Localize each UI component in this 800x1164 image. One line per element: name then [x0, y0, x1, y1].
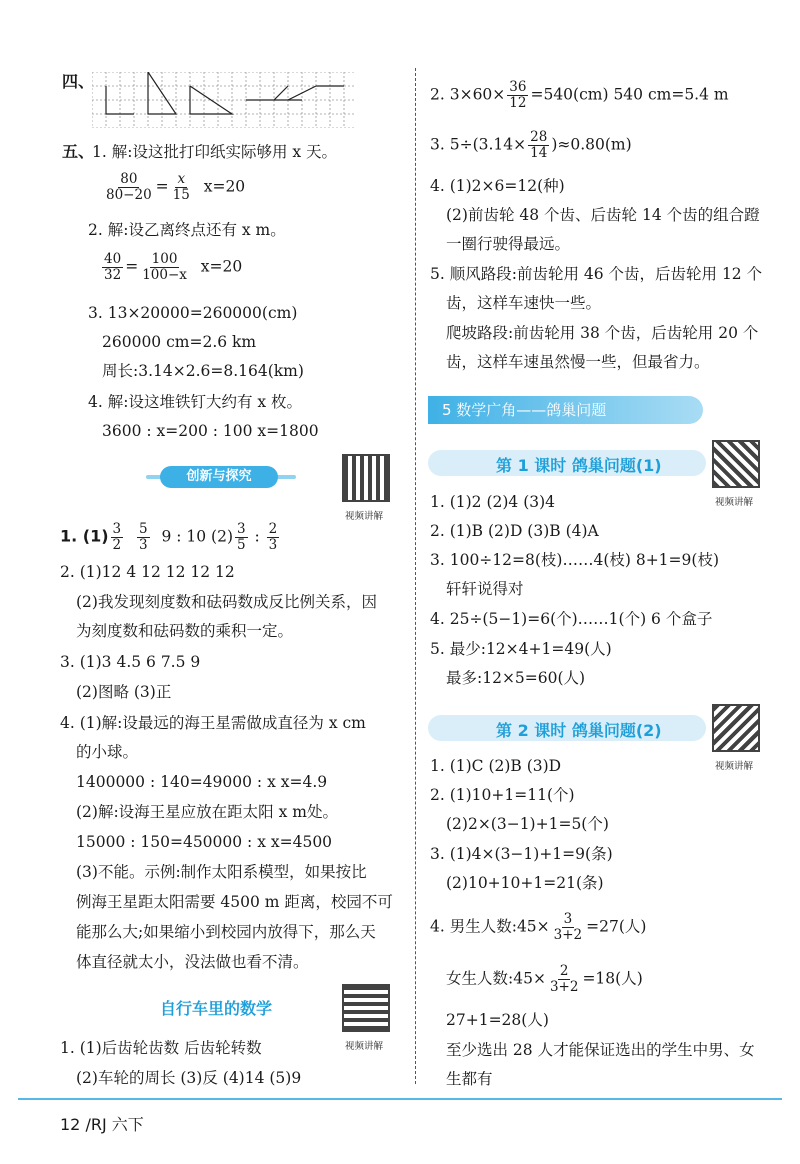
- c-q4b: 的小球。: [76, 743, 139, 761]
- s5-q2-equation: $\frac{40}{32}$ = $\frac{100}{100-x}$ x=20: [104, 251, 243, 283]
- qr-caption: 视频讲解: [715, 497, 754, 508]
- l2-q4e: 生都有: [446, 1070, 493, 1088]
- qr-code-icon[interactable]: [712, 440, 760, 488]
- b-q5a: 5. 顺风路段:前齿轮用 46 个齿，后齿轮用 12 个: [430, 265, 763, 283]
- c-q3a: 3. (1)3 4.5 6 7.5 9: [60, 653, 201, 671]
- l2-q4d: 至少选出 28 人才能保证选出的学生中男、女: [446, 1041, 755, 1059]
- qr-caption: 视频讲解: [715, 761, 754, 772]
- c-q1: 1. (1) $\frac{3}{2}$ $\frac{5}{3}$ 9 : 10 (2) $\frac{3}{5}$ : $\frac{2}{3}$: [60, 521, 278, 553]
- l2-q2a: 2. (1)10+1=11(个): [430, 786, 575, 804]
- c-q3b: (2)图略 (3)正: [76, 683, 172, 701]
- b-q5c: 爬坡路段:前齿轮用 38 个齿，后齿轮用 20 个: [446, 324, 759, 342]
- c-q4h: 能那么大;如果缩小到校园内放得下，那么天: [76, 923, 376, 941]
- b-q5d: 齿，这样车速虽然慢一些，但最省力。: [446, 353, 710, 371]
- l1-q5a: 5. 最少:12×4+1=49(人): [430, 640, 612, 658]
- c-q4e: 15000 : 150=450000 : x x=4500: [76, 833, 333, 851]
- s5-q1-equation: $\frac{80}{80-20}$ = $\frac{x}{15}$ x=20: [106, 171, 246, 203]
- qr-code-icon[interactable]: [342, 984, 390, 1032]
- s5-q3c: 周长:3.14×2.6=8.164(km): [102, 362, 304, 380]
- b-q1: 1. (1)后齿轮齿数 后齿轮转数: [60, 1039, 262, 1057]
- l2-q4a: 4. 男生人数:45× $\frac{3}{3+2}$ =27(人): [430, 911, 647, 943]
- l2-q4c: 27+1=28(人): [446, 1011, 549, 1029]
- c-q2a: 2. (1)12 4 12 12 12 12: [60, 563, 235, 581]
- c-q2b: (2)我发现刻度数和砝码数成反比例关系，因: [76, 593, 377, 611]
- qr-code-icon[interactable]: [712, 704, 760, 752]
- qr-caption: 视频讲解: [345, 1041, 384, 1052]
- grid-figure: [92, 72, 354, 128]
- l1-q2: 2. (1)B (2)D (3)B (4)A: [430, 522, 599, 540]
- b-q5b: 齿，这样车速快一些。: [446, 294, 602, 312]
- l2-q3b: (2)10+10+1=21(条): [446, 874, 604, 892]
- b-q1b: (2)车轮的周长 (3)反 (4)14 (5)9: [76, 1069, 302, 1087]
- l2-q2b: (2)2×(3−1)+1=5(个): [446, 815, 609, 833]
- b-q4b: (2)前齿轮 48 个齿、后齿轮 14 个齿的组合蹬: [446, 206, 760, 224]
- c-q4g: 例海王星距太阳需要 4500 m 距离，校园不可: [76, 893, 393, 911]
- section-4-label: 四、: [62, 72, 95, 91]
- c-q4a: 4. (1)解:设最远的海王星需做成直径为 x cm: [60, 714, 366, 732]
- bike-section-title: 自行车里的数学: [160, 999, 273, 1018]
- l1-q4: 4. 25÷(5−1)=6(个)……1(个) 6 个盒子: [430, 610, 713, 628]
- c-q4c: 1400000 : 140=49000 : x x=4.9: [76, 773, 328, 791]
- lesson-2-title: 第 2 课时 鸽巢问题(2): [496, 721, 662, 740]
- b-q3: 3. 5÷(3.14× $\frac{28}{14}$ )≈0.80(m): [430, 129, 632, 161]
- qr-caption: 视频讲解: [345, 511, 384, 522]
- c-q2c: 为刻度数和砝码数的乘积一定。: [76, 622, 294, 640]
- c-q4f: (3)不能。示例:制作太阳系模型，如果按比: [76, 863, 367, 881]
- lesson-1-title: 第 1 课时 鸽巢问题(1): [496, 456, 662, 475]
- l1-q5b: 最多:12×5=60(人): [446, 669, 586, 687]
- section-5-label: 五、: [62, 142, 95, 161]
- qr-code-icon[interactable]: [342, 454, 390, 502]
- b-q4c: 一圈行驶得最远。: [446, 235, 571, 253]
- footer-rule: [18, 1098, 782, 1100]
- c-q4i: 体直径就太小，没法做也看不清。: [76, 953, 309, 971]
- l1-q3a: 3. 100÷12=8(枝)……4(枝) 8+1=9(枝): [430, 551, 719, 569]
- s5-q4a: 4. 解:设这堆铁钉大约有 x 枚。: [88, 393, 303, 411]
- l2-q4b: 女生人数:45× $\frac{2}{3+2}$ =18(人): [446, 963, 643, 995]
- l1-q3b: 轩轩说得对: [446, 580, 524, 598]
- s5-q2: 2. 解:设乙离终点还有 x m。: [88, 221, 286, 239]
- c-q4d: (2)解:设海王星应放在距太阳 x m处。: [76, 803, 338, 821]
- s5-q4b: 3600 : x=200 : 100 x=1800: [102, 422, 319, 440]
- section-ribbon: 创新与探究: [160, 466, 278, 488]
- column-divider: [415, 68, 416, 1084]
- s5-q3b: 260000 cm=2.6 km: [102, 333, 257, 351]
- l2-q1: 1. (1)C (2)B (3)D: [430, 757, 562, 775]
- b-q4a: 4. (1)2×6=12(种): [430, 177, 565, 195]
- b-q2: 2. 3×60× $\frac{36}{12}$ =540(cm) 540 cm=5.4 m: [430, 79, 729, 111]
- s5-q3a: 3. 13×20000=260000(cm): [88, 304, 298, 322]
- s5-q1: 1. 解:设这批打印纸实际够用 x 天。: [92, 143, 338, 161]
- l1-q1: 1. (1)2 (2)4 (3)4: [430, 493, 556, 511]
- l2-q3a: 3. (1)4×(3−1)+1=9(条): [430, 845, 613, 863]
- page-footer: 12 /RJ 六下: [60, 1115, 144, 1134]
- chapter-banner: 5 数学广角——鸽巢问题: [428, 396, 703, 424]
